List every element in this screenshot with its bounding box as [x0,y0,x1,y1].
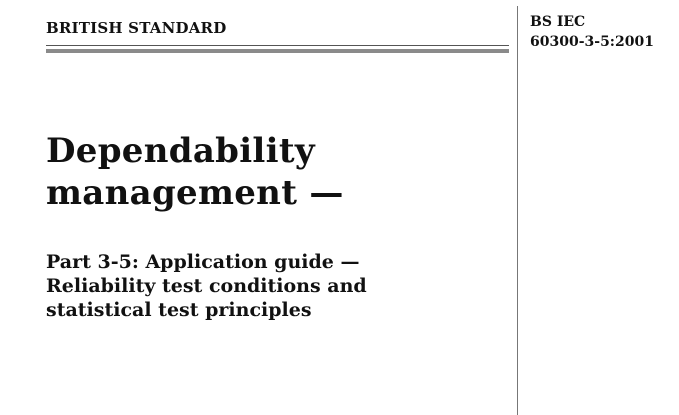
document-title [46,130,344,214]
standard-type-label: BRITISH STANDARD [46,19,227,37]
document-title-line1: Dependability [46,131,315,171]
document-subtitle-line3: statistical test principles [46,299,312,321]
document-subtitle-line1: Part 3-5: Application guide — [46,251,360,273]
document-identifier-line2: 60300-3-5:2001 [530,34,654,50]
column-divider [517,6,518,415]
document-title-line2: management — [46,173,344,213]
document-identifier [530,12,654,52]
document-subtitle [46,250,367,322]
header-rule-thick [46,49,509,53]
header-rule-thin [46,45,509,46]
document-identifier-line1: BS IEC [530,14,586,30]
document-subtitle-line2: Reliability test conditions and [46,275,367,297]
